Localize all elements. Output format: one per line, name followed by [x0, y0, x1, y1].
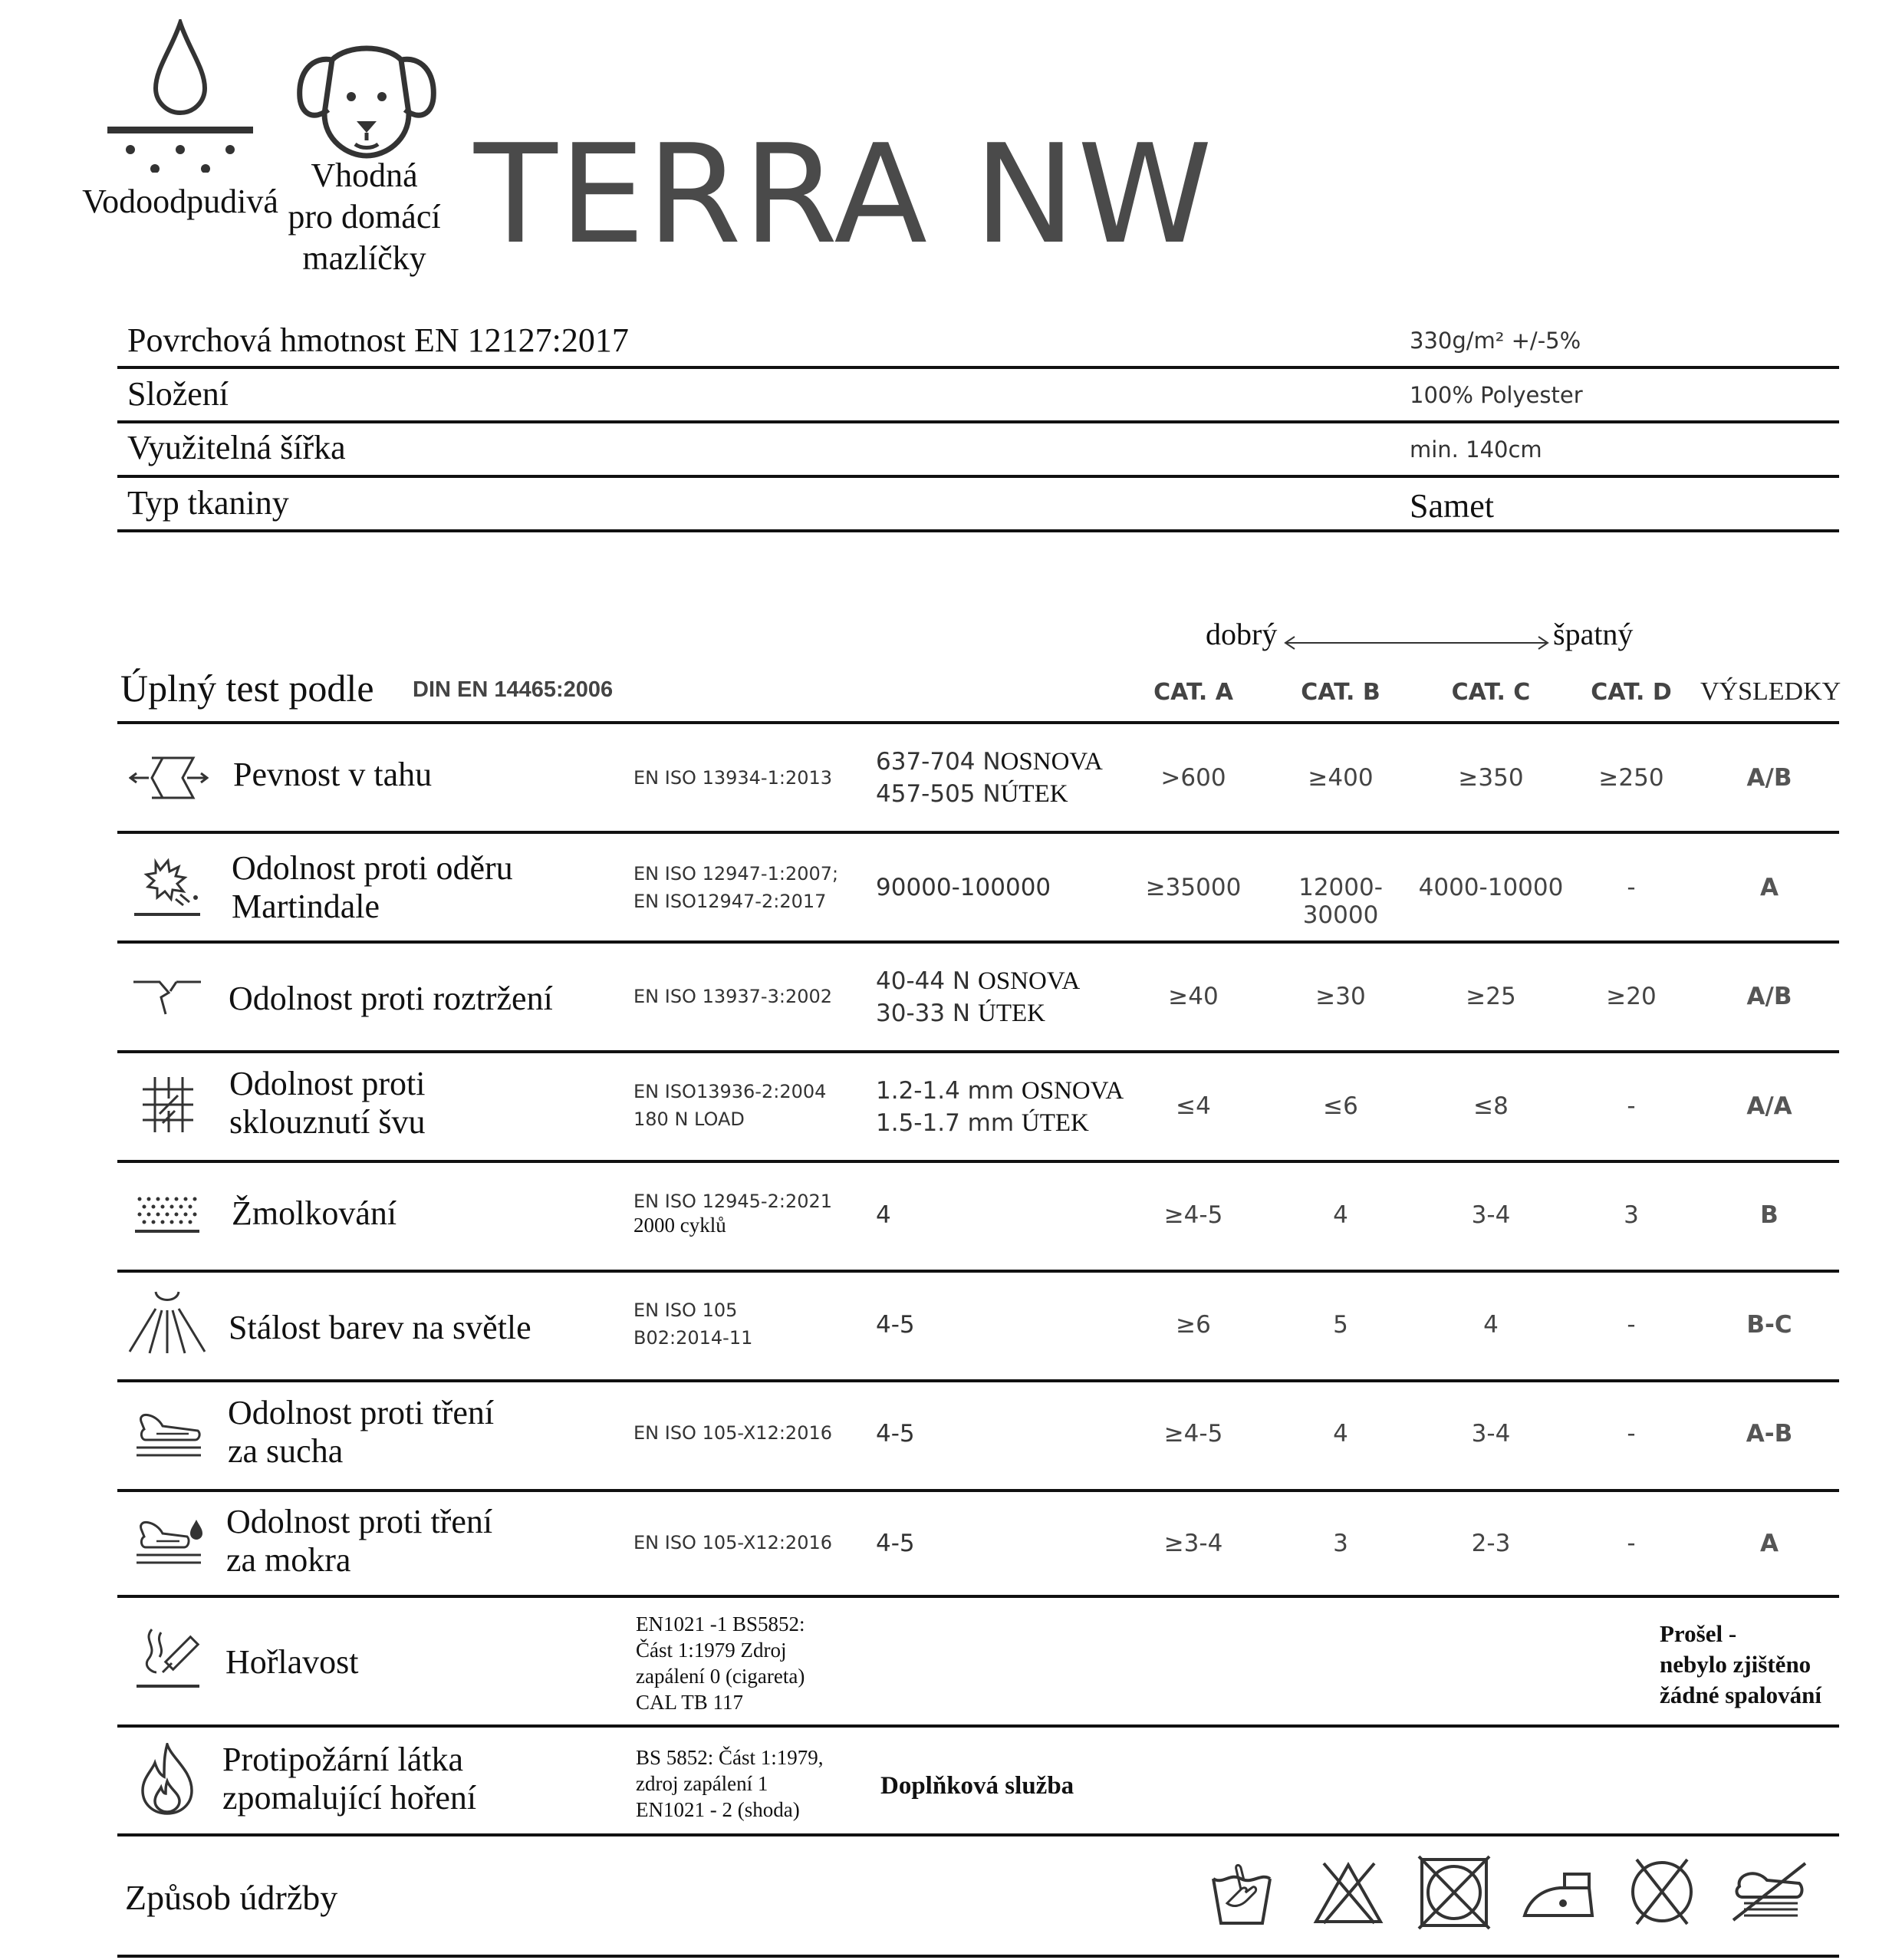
- cat-d-value: -: [1627, 1420, 1636, 1448]
- flammability-name: Hořlavost: [225, 1643, 359, 1681]
- test-name: Odolnost proti roztržení: [229, 980, 553, 1017]
- divider: [117, 1595, 1839, 1598]
- water-repellent-icon: [104, 19, 257, 173]
- pilling-icon: [133, 1194, 201, 1234]
- test-standard: EN ISO 13934-1:2013: [633, 767, 833, 789]
- cat-c-value: 3-4: [1471, 1420, 1511, 1448]
- cat-a-value: ≤4: [1176, 1092, 1211, 1120]
- test-standard: EN ISO 105-X12:2016: [633, 1532, 832, 1553]
- test-value: 40-44 N OSNOVA 30-33 N ÚTEK: [876, 967, 1081, 1027]
- double-arrow-icon: [1282, 634, 1551, 652]
- test-standard: EN ISO 12945-2:2021: [633, 1191, 833, 1212]
- test-name: Stálost barev na světle: [229, 1309, 531, 1346]
- divider: [117, 1270, 1839, 1273]
- tear-resistance-icon: [132, 974, 202, 1020]
- cat-c-value: ≥25: [1466, 983, 1516, 1010]
- col-header-results: VÝSLEDKY: [1700, 677, 1841, 706]
- cat-b-value: ≤6: [1323, 1092, 1358, 1120]
- no-dry-clean-icon: [1627, 1855, 1696, 1929]
- test-standard: EN ISO 105-X12:2016: [633, 1422, 832, 1444]
- result-value: A: [1760, 1530, 1779, 1557]
- spec-value-width: min. 140cm: [1410, 436, 1542, 463]
- flame-icon: [138, 1743, 196, 1815]
- light-fastness-icon: [127, 1289, 208, 1355]
- cat-c-value: 2-3: [1471, 1530, 1511, 1557]
- care-label: Způsob údržby: [125, 1878, 338, 1917]
- dog-icon: [294, 37, 439, 160]
- wet-rubbing-icon: [133, 1515, 204, 1566]
- cat-d-value: -: [1627, 1530, 1636, 1557]
- cat-b-value: 4: [1333, 1420, 1348, 1448]
- spec-label-composition: Složení: [127, 375, 229, 413]
- cat-d-value: ≥250: [1598, 764, 1664, 792]
- test-standard: EN ISO 13937-3:2002: [633, 986, 833, 1007]
- col-header-cat-a: CAT. A: [1153, 679, 1233, 706]
- cat-b-value: 4: [1333, 1201, 1348, 1229]
- cat-a-value: ≥6: [1176, 1311, 1211, 1339]
- no-tumble-dry-icon: [1417, 1855, 1491, 1930]
- test-name: Odolnost proti sklouznutí švu: [229, 1065, 426, 1141]
- test-name: Žmolkování: [232, 1194, 397, 1232]
- test-name: Odolnost proti tření za sucha: [228, 1394, 495, 1470]
- scale-good-label: dobrý: [1206, 617, 1278, 651]
- feature-label-water-repellent: Vodoodpudivá: [82, 183, 278, 220]
- cat-c-value: 4: [1483, 1311, 1499, 1339]
- cat-c-value: ≥350: [1458, 764, 1524, 792]
- test-name: Odolnost proti tření za mokra: [226, 1503, 493, 1579]
- cat-a-value: ≥4-5: [1163, 1420, 1223, 1448]
- test-standard-cycles: 2000 cyklů: [633, 1214, 726, 1237]
- divider: [117, 475, 1839, 478]
- test-value: 4-5: [876, 1530, 915, 1557]
- divider: [117, 721, 1839, 724]
- result-value: B: [1760, 1201, 1779, 1229]
- cat-d-value: ≥20: [1606, 983, 1657, 1010]
- scale-bad-label: špatný: [1553, 617, 1634, 651]
- no-bleach-icon: [1313, 1860, 1384, 1925]
- divider: [117, 1833, 1839, 1836]
- cat-c-value: 3-4: [1471, 1201, 1511, 1229]
- test-value: 4-5: [876, 1420, 915, 1448]
- flammability-standard: EN1021 -1 BS5852: Část 1:1979 Zdroj zapálení 0 (cigareta) CAL TB 117: [636, 1612, 805, 1714]
- result-value: A/B: [1746, 764, 1792, 792]
- test-value: 637-704 NOSNOVA 457-505 NÚTEK: [876, 748, 1103, 808]
- cat-b-value: ≥400: [1308, 764, 1374, 792]
- divider: [117, 1050, 1839, 1053]
- dry-rubbing-icon: [133, 1408, 204, 1458]
- fire-retardant-note: Doplňková služba: [880, 1772, 1074, 1800]
- divider: [117, 420, 1839, 423]
- result-value: A: [1760, 874, 1779, 901]
- test-standard: DIN EN 14465:2006: [413, 677, 614, 702]
- test-name: Pevnost v tahu: [233, 756, 433, 793]
- cat-a-value: ≥4-5: [1163, 1201, 1223, 1229]
- divider: [117, 940, 1839, 944]
- abrasion-icon: [133, 853, 202, 917]
- cat-c-value: ≤8: [1473, 1092, 1509, 1120]
- divider: [117, 529, 1839, 532]
- divider: [117, 1955, 1839, 1958]
- result-value: B-C: [1746, 1311, 1792, 1339]
- cat-d-value: -: [1627, 1311, 1636, 1339]
- cat-d-value: -: [1627, 1092, 1636, 1120]
- test-standard: EN ISO 12947-1:2007; EN ISO12947-2:2017: [633, 863, 839, 912]
- divider: [117, 1160, 1839, 1163]
- divider: [117, 1379, 1839, 1382]
- hand-wash-icon: [1210, 1860, 1273, 1925]
- no-brushing-icon: [1729, 1860, 1808, 1922]
- test-value: 1.2-1.4 mm OSNOVA 1.5-1.7 mm ÚTEK: [876, 1077, 1124, 1137]
- flammability-result: Prošel - nebylo zjištěno žádné spalování: [1660, 1620, 1822, 1708]
- test-value: 90000-100000: [876, 874, 1051, 901]
- spec-value-weight: 330g/m² +/-5%: [1410, 328, 1581, 354]
- spec-label-width: Využitelná šířka: [127, 429, 346, 466]
- result-value: A-B: [1746, 1420, 1793, 1448]
- fire-retardant-name: Protipožární látka zpomalující hoření: [222, 1741, 477, 1817]
- cat-b-value: ≥30: [1315, 983, 1366, 1010]
- cat-a-value: ≥35000: [1145, 874, 1242, 901]
- result-value: A/B: [1746, 983, 1792, 1010]
- col-header-cat-c: CAT. C: [1451, 679, 1531, 706]
- cat-b-value: 12000-30000: [1298, 874, 1383, 929]
- test-value: 4: [876, 1201, 891, 1229]
- cat-b-value: 5: [1333, 1311, 1348, 1339]
- cat-d-value: 3: [1624, 1201, 1639, 1229]
- feature-label-pets: Vhodná pro domácí mazlíčky: [288, 156, 441, 277]
- spec-label-fabric-type: Typ tkaniny: [127, 484, 289, 522]
- iron-low-icon: [1522, 1869, 1595, 1920]
- fire-retardant-standard: BS 5852: Část 1:1979, zdroj zapálení 1 EN1021 - 2 (shoda): [636, 1746, 824, 1821]
- cat-c-value: 4000-10000: [1418, 874, 1564, 901]
- spec-label-weight: Povrchová hmotnost EN 12127:2017: [127, 321, 629, 359]
- seam-slippage-icon: [141, 1076, 195, 1134]
- col-header-cat-b: CAT. B: [1301, 679, 1380, 706]
- divider: [117, 1724, 1839, 1728]
- cat-a-value: ≥40: [1168, 983, 1219, 1010]
- test-standard: EN ISO13936-2:2004 180 N LOAD: [633, 1081, 827, 1130]
- test-value: 4-5: [876, 1311, 915, 1339]
- tensile-strength-icon: [129, 753, 209, 802]
- cat-a-value: >600: [1160, 764, 1226, 792]
- cat-b-value: 3: [1333, 1530, 1348, 1557]
- product-title: TERRA NW: [474, 115, 1214, 274]
- divider: [117, 831, 1839, 834]
- cat-d-value: -: [1627, 874, 1636, 901]
- result-value: A/A: [1746, 1092, 1792, 1120]
- spec-value-fabric-type: Samet: [1410, 487, 1494, 525]
- spec-value-composition: 100% Polyester: [1410, 382, 1583, 408]
- test-name: Odolnost proti oděru Martindale: [232, 849, 513, 925]
- flammability-icon: [135, 1625, 201, 1691]
- col-header-cat-d: CAT. D: [1591, 679, 1672, 706]
- test-standard: EN ISO 105 B02:2014-11: [633, 1300, 753, 1349]
- divider: [117, 1489, 1839, 1492]
- divider: [117, 366, 1839, 369]
- test-title: Úplný test podle: [120, 667, 374, 710]
- cat-a-value: ≥3-4: [1163, 1530, 1223, 1557]
